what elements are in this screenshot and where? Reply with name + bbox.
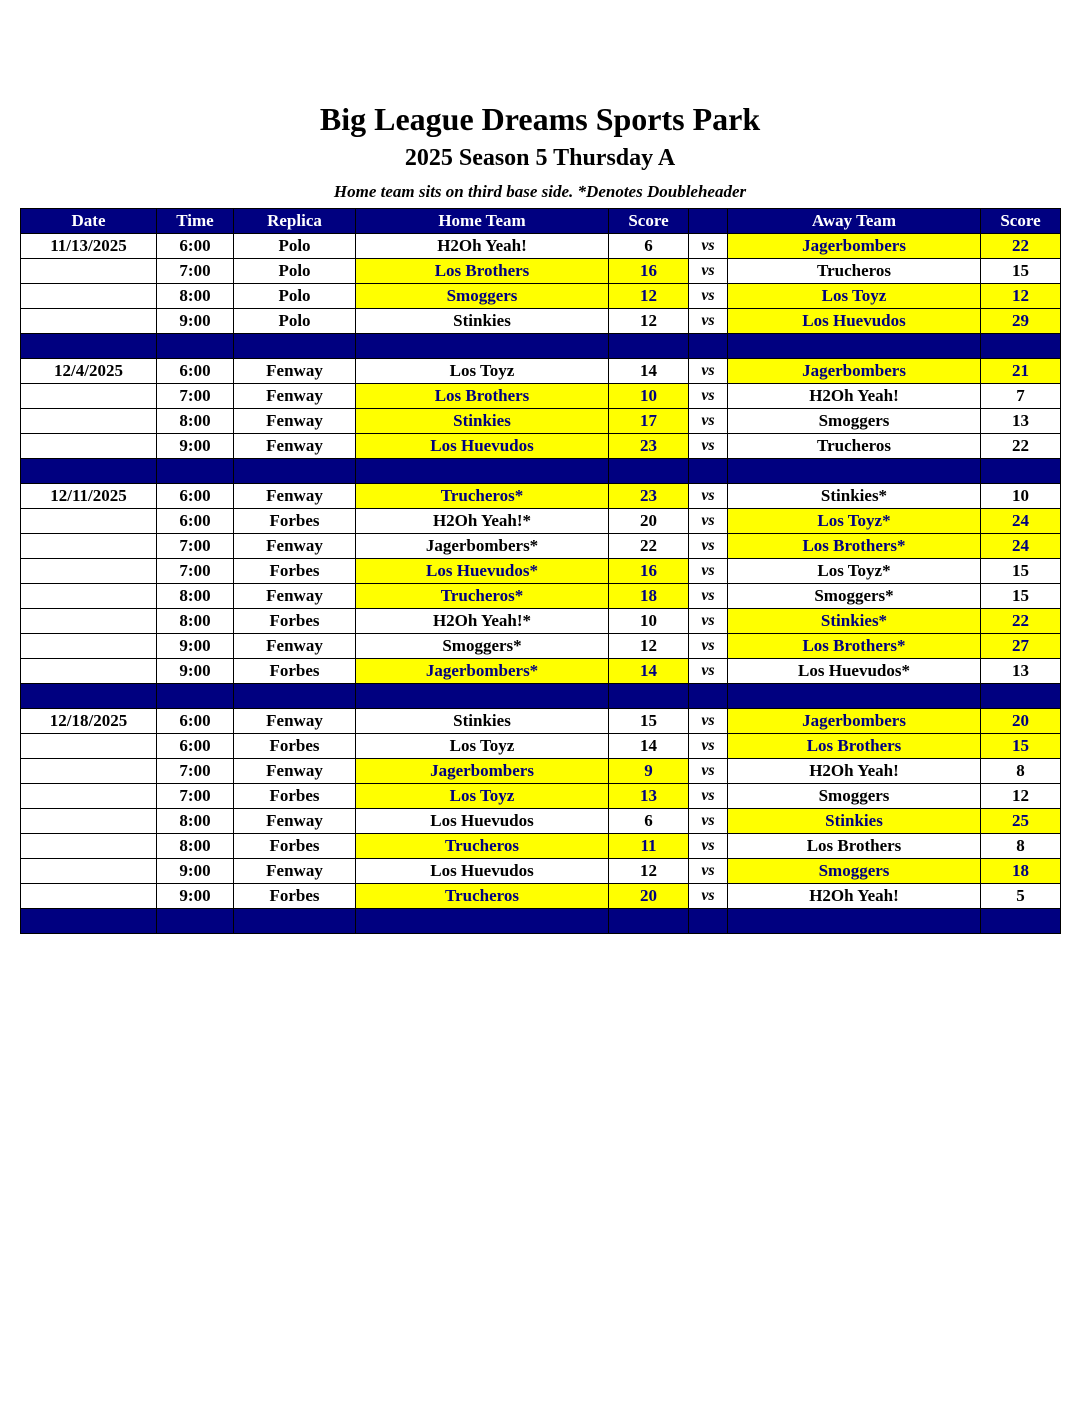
separator-cell [21, 459, 157, 484]
separator-cell [689, 334, 728, 359]
game-replica: Forbes [234, 559, 356, 584]
table-row [21, 609, 1061, 634]
game-date [21, 659, 157, 684]
separator-cell [609, 459, 689, 484]
vs-label: vs [689, 809, 728, 834]
away-score: 13 [981, 659, 1061, 684]
table-row [21, 234, 1061, 259]
separator-cell [981, 909, 1061, 934]
game-date [21, 634, 157, 659]
game-time: 8:00 [157, 584, 234, 609]
home-team: Los Toyz [356, 734, 609, 759]
home-team: Trucheros [356, 834, 609, 859]
vs-label: vs [689, 384, 728, 409]
home-score: 6 [609, 234, 689, 259]
game-replica: Forbes [234, 609, 356, 634]
game-replica: Forbes [234, 834, 356, 859]
home-score: 6 [609, 809, 689, 834]
away-team: Los Brothers* [728, 634, 981, 659]
away-score: 10 [981, 484, 1061, 509]
column-header-away-team: Away Team [728, 209, 981, 234]
away-score: 18 [981, 859, 1061, 884]
game-date [21, 534, 157, 559]
game-replica: Forbes [234, 509, 356, 534]
home-score: 22 [609, 534, 689, 559]
game-date: 12/4/2025 [21, 359, 157, 384]
vs-label: vs [689, 359, 728, 384]
away-score: 22 [981, 234, 1061, 259]
home-score: 12 [609, 309, 689, 334]
separator-cell [157, 684, 234, 709]
away-score: 20 [981, 709, 1061, 734]
away-team: Smoggers [728, 859, 981, 884]
game-time: 6:00 [157, 234, 234, 259]
schedule-table [20, 208, 1061, 934]
game-time: 9:00 [157, 659, 234, 684]
table-row [21, 259, 1061, 284]
separator-cell [609, 334, 689, 359]
column-header-vs [689, 209, 728, 234]
away-team: Los Brothers [728, 734, 981, 759]
away-team: Smoggers* [728, 584, 981, 609]
home-score: 20 [609, 884, 689, 909]
game-date [21, 284, 157, 309]
home-team: Smoggers* [356, 634, 609, 659]
away-score: 12 [981, 784, 1061, 809]
vs-label: vs [689, 509, 728, 534]
game-date: 12/11/2025 [21, 484, 157, 509]
game-time: 6:00 [157, 359, 234, 384]
table-row [21, 834, 1061, 859]
away-score: 12 [981, 284, 1061, 309]
game-replica: Fenway [234, 484, 356, 509]
away-score: 22 [981, 434, 1061, 459]
vs-label: vs [689, 234, 728, 259]
home-team: H2Oh Yeah! [356, 234, 609, 259]
separator-cell [981, 334, 1061, 359]
away-score: 15 [981, 734, 1061, 759]
vs-label: vs [689, 609, 728, 634]
game-date: 11/13/2025 [21, 234, 157, 259]
vs-label: vs [689, 859, 728, 884]
away-team: Smoggers [728, 409, 981, 434]
away-team: Los Huevudos [728, 309, 981, 334]
separator-cell [689, 459, 728, 484]
table-header-row [21, 209, 1061, 234]
separator-cell [728, 684, 981, 709]
game-date [21, 409, 157, 434]
away-team: Stinkies* [728, 484, 981, 509]
away-score: 29 [981, 309, 1061, 334]
table-row [21, 359, 1061, 384]
game-date [21, 509, 157, 534]
away-team: Stinkies* [728, 609, 981, 634]
home-team: Stinkies [356, 409, 609, 434]
away-team: Los Brothers* [728, 534, 981, 559]
game-date [21, 609, 157, 634]
game-replica: Forbes [234, 884, 356, 909]
game-replica: Fenway [234, 584, 356, 609]
page-subtitle: 2025 Season 5 Thursday A [404, 145, 676, 171]
page-title: Big League Dreams Sports Park [319, 101, 761, 137]
game-date [21, 559, 157, 584]
table-row [21, 659, 1061, 684]
home-score: 11 [609, 834, 689, 859]
vs-label: vs [689, 734, 728, 759]
home-score: 23 [609, 484, 689, 509]
column-header-replica: Replica [234, 209, 356, 234]
table-row [21, 809, 1061, 834]
separator-cell [981, 459, 1061, 484]
home-team: Smoggers [356, 284, 609, 309]
table-row [21, 759, 1061, 784]
vs-label: vs [689, 309, 728, 334]
vs-label: vs [689, 834, 728, 859]
game-time: 9:00 [157, 434, 234, 459]
away-team: Stinkies [728, 809, 981, 834]
column-header-date: Date [21, 209, 157, 234]
separator-cell [728, 334, 981, 359]
separator-cell [728, 909, 981, 934]
home-team: Los Huevudos [356, 859, 609, 884]
table-row [21, 509, 1061, 534]
separator-cell [21, 909, 157, 934]
away-team: Trucheros [728, 434, 981, 459]
game-time: 8:00 [157, 809, 234, 834]
home-score: 18 [609, 584, 689, 609]
game-date [21, 809, 157, 834]
home-score: 14 [609, 359, 689, 384]
column-header-home-score: Score [609, 209, 689, 234]
game-replica: Fenway [234, 359, 356, 384]
game-replica: Fenway [234, 384, 356, 409]
separator-cell [157, 459, 234, 484]
table-row [21, 484, 1061, 509]
table-row [21, 734, 1061, 759]
home-score: 17 [609, 409, 689, 434]
home-team: Los Brothers [356, 384, 609, 409]
game-replica: Fenway [234, 709, 356, 734]
game-time: 8:00 [157, 834, 234, 859]
game-replica: Polo [234, 284, 356, 309]
home-score: 12 [609, 859, 689, 884]
schedule-note: Home team sits on third base side. *Denotes Doubleheader [333, 182, 747, 201]
game-date [21, 434, 157, 459]
home-score: 12 [609, 634, 689, 659]
table-row [21, 534, 1061, 559]
game-replica: Fenway [234, 409, 356, 434]
home-team: Los Huevudos* [356, 559, 609, 584]
game-replica: Fenway [234, 534, 356, 559]
away-score: 8 [981, 759, 1061, 784]
away-score: 15 [981, 584, 1061, 609]
column-header-home-team: Home Team [356, 209, 609, 234]
game-date [21, 759, 157, 784]
vs-label: vs [689, 659, 728, 684]
vs-label: vs [689, 584, 728, 609]
table-row [21, 884, 1061, 909]
separator-cell [21, 684, 157, 709]
separator-cell [356, 334, 609, 359]
away-team: Jagerbombers [728, 709, 981, 734]
game-date [21, 834, 157, 859]
home-team: Stinkies [356, 309, 609, 334]
vs-label: vs [689, 484, 728, 509]
away-score: 24 [981, 534, 1061, 559]
separator-cell [356, 909, 609, 934]
vs-label: vs [689, 559, 728, 584]
column-header-time: Time [157, 209, 234, 234]
week-separator-row [21, 459, 1061, 484]
home-team: Trucheros* [356, 584, 609, 609]
table-row [21, 584, 1061, 609]
vs-label: vs [689, 634, 728, 659]
game-replica: Forbes [234, 659, 356, 684]
vs-label: vs [689, 759, 728, 784]
away-team: Los Huevudos* [728, 659, 981, 684]
home-team: Trucheros [356, 884, 609, 909]
away-team: Los Toyz* [728, 559, 981, 584]
home-score: 13 [609, 784, 689, 809]
separator-cell [356, 684, 609, 709]
home-team: H2Oh Yeah!* [356, 609, 609, 634]
game-time: 7:00 [157, 759, 234, 784]
vs-label: vs [689, 259, 728, 284]
table-row [21, 784, 1061, 809]
game-time: 8:00 [157, 409, 234, 434]
away-team: Smoggers [728, 784, 981, 809]
game-replica: Fenway [234, 434, 356, 459]
game-date [21, 384, 157, 409]
vs-label: vs [689, 284, 728, 309]
away-team: Los Toyz* [728, 509, 981, 534]
home-score: 9 [609, 759, 689, 784]
game-replica: Forbes [234, 784, 356, 809]
table-row [21, 709, 1061, 734]
away-team: Trucheros [728, 259, 981, 284]
away-score: 21 [981, 359, 1061, 384]
home-score: 20 [609, 509, 689, 534]
game-date [21, 884, 157, 909]
schedule-body [21, 234, 1061, 934]
home-team: Jagerbombers* [356, 534, 609, 559]
away-score: 22 [981, 609, 1061, 634]
table-row [21, 284, 1061, 309]
separator-cell [981, 684, 1061, 709]
game-replica: Fenway [234, 809, 356, 834]
home-score: 14 [609, 659, 689, 684]
away-score: 25 [981, 809, 1061, 834]
game-time: 7:00 [157, 384, 234, 409]
game-time: 7:00 [157, 259, 234, 284]
home-score: 15 [609, 709, 689, 734]
home-team: H2Oh Yeah!* [356, 509, 609, 534]
away-team: H2Oh Yeah! [728, 884, 981, 909]
separator-cell [609, 909, 689, 934]
away-score: 27 [981, 634, 1061, 659]
vs-label: vs [689, 884, 728, 909]
game-date [21, 259, 157, 284]
game-replica: Polo [234, 309, 356, 334]
away-score: 13 [981, 409, 1061, 434]
home-team: Jagerbombers* [356, 659, 609, 684]
game-date [21, 734, 157, 759]
game-date [21, 859, 157, 884]
away-score: 15 [981, 259, 1061, 284]
separator-cell [356, 459, 609, 484]
home-score: 10 [609, 384, 689, 409]
game-time: 9:00 [157, 634, 234, 659]
separator-cell [689, 909, 728, 934]
table-row [21, 309, 1061, 334]
away-score: 7 [981, 384, 1061, 409]
game-date: 12/18/2025 [21, 709, 157, 734]
home-team: Trucheros* [356, 484, 609, 509]
table-row [21, 409, 1061, 434]
vs-label: vs [689, 709, 728, 734]
away-score: 8 [981, 834, 1061, 859]
week-separator-row [21, 334, 1061, 359]
separator-cell [157, 334, 234, 359]
game-replica: Polo [234, 234, 356, 259]
game-time: 8:00 [157, 284, 234, 309]
separator-cell [234, 334, 356, 359]
home-score: 16 [609, 559, 689, 584]
week-separator-row [21, 684, 1061, 709]
home-score: 16 [609, 259, 689, 284]
home-team: Los Brothers [356, 259, 609, 284]
separator-cell [234, 909, 356, 934]
home-score: 23 [609, 434, 689, 459]
away-team: H2Oh Yeah! [728, 384, 981, 409]
game-date [21, 784, 157, 809]
away-score: 15 [981, 559, 1061, 584]
vs-label: vs [689, 409, 728, 434]
game-time: 8:00 [157, 609, 234, 634]
game-replica: Fenway [234, 634, 356, 659]
game-time: 9:00 [157, 859, 234, 884]
home-team: Los Huevudos [356, 809, 609, 834]
home-team: Jagerbombers [356, 759, 609, 784]
away-team: H2Oh Yeah! [728, 759, 981, 784]
home-score: 14 [609, 734, 689, 759]
away-score: 5 [981, 884, 1061, 909]
game-replica: Fenway [234, 759, 356, 784]
vs-label: vs [689, 534, 728, 559]
away-team: Jagerbombers [728, 234, 981, 259]
week-separator-row [21, 909, 1061, 934]
game-time: 7:00 [157, 534, 234, 559]
separator-cell [21, 334, 157, 359]
separator-cell [689, 684, 728, 709]
vs-label: vs [689, 784, 728, 809]
table-row [21, 859, 1061, 884]
game-time: 7:00 [157, 784, 234, 809]
away-team: Los Brothers [728, 834, 981, 859]
game-time: 9:00 [157, 309, 234, 334]
game-replica: Fenway [234, 859, 356, 884]
table-row [21, 384, 1061, 409]
home-team: Los Toyz [356, 359, 609, 384]
game-date [21, 309, 157, 334]
table-row [21, 434, 1061, 459]
home-team: Los Huevudos [356, 434, 609, 459]
separator-cell [234, 684, 356, 709]
game-time: 6:00 [157, 484, 234, 509]
game-time: 6:00 [157, 709, 234, 734]
game-time: 7:00 [157, 559, 234, 584]
home-team: Stinkies [356, 709, 609, 734]
vs-label: vs [689, 434, 728, 459]
away-score: 24 [981, 509, 1061, 534]
game-replica: Forbes [234, 734, 356, 759]
separator-cell [728, 459, 981, 484]
separator-cell [234, 459, 356, 484]
home-score: 12 [609, 284, 689, 309]
game-time: 6:00 [157, 734, 234, 759]
game-time: 6:00 [157, 509, 234, 534]
table-row [21, 634, 1061, 659]
away-team: Los Toyz [728, 284, 981, 309]
table-row [21, 559, 1061, 584]
game-date [21, 584, 157, 609]
game-replica: Polo [234, 259, 356, 284]
away-team: Jagerbombers [728, 359, 981, 384]
column-header-away-score: Score [981, 209, 1061, 234]
game-time: 9:00 [157, 884, 234, 909]
separator-cell [157, 909, 234, 934]
separator-cell [609, 684, 689, 709]
home-score: 10 [609, 609, 689, 634]
home-team: Los Toyz [356, 784, 609, 809]
